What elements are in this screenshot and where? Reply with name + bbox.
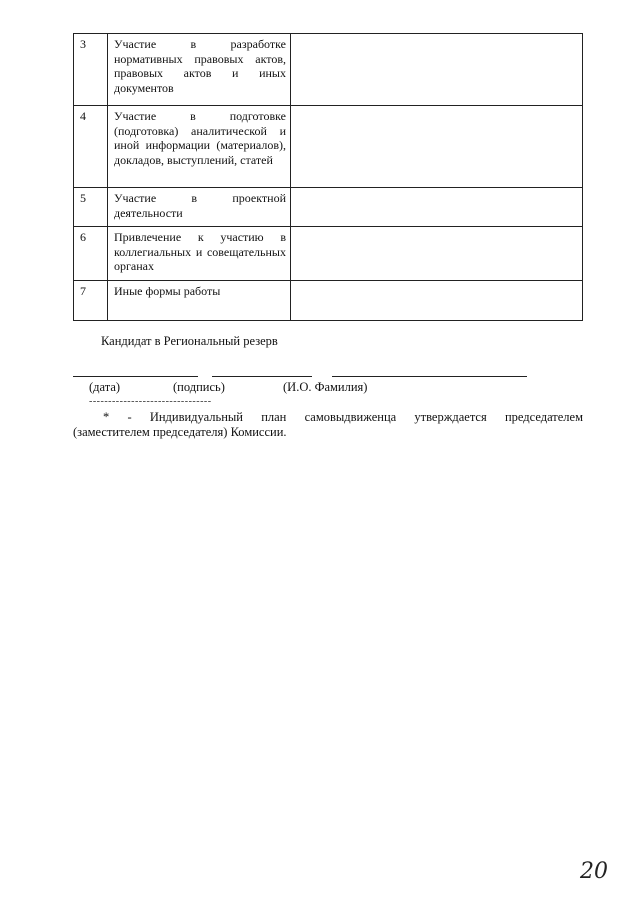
work-form-cell: Привлечение к участию в коллегиальных и совещательных органах (108, 227, 291, 281)
date-signature-line (73, 376, 198, 377)
table-row (74, 188, 583, 227)
plan-content-cell (291, 281, 583, 321)
sign-label: (подпись) (173, 380, 225, 394)
sign-signature-line (212, 376, 312, 377)
row-number: 6 (74, 227, 108, 281)
work-form-cell: Иные формы работы (108, 281, 291, 321)
table-row (74, 34, 583, 106)
row-number: 3 (74, 34, 108, 106)
table-row (74, 281, 583, 321)
plan-content-cell (291, 106, 583, 188)
handwritten-page-number (578, 856, 618, 886)
row-number: 5 (74, 188, 108, 227)
work-form-cell: Участие в проектной деятельности (108, 188, 291, 227)
table-row (74, 106, 583, 188)
individual-plan-table (73, 33, 583, 321)
table-row (74, 227, 583, 281)
footnote-line-2: (заместителем председателя) Комиссии. (73, 425, 287, 439)
page-number-text: 20 (580, 859, 608, 884)
work-form-cell: Участие в разработке нормативных правовых актов, правовых актов и иных документов (108, 34, 291, 106)
work-form-cell: Участие в подготовке (подготовка) аналитической и иной информации (материалов), докладов, выступлений, статей (108, 106, 291, 188)
date-label: (дата) (89, 380, 121, 394)
footnote-separator: -------------------------------- (89, 396, 212, 407)
candidate-label: Кандидат в Региональный резерв (101, 334, 278, 348)
footnote (73, 410, 583, 440)
row-number: 7 (74, 281, 108, 321)
plan-content-cell (291, 34, 583, 106)
plan-content-cell (291, 227, 583, 281)
name-signature-line (332, 376, 527, 377)
plan-content-cell (291, 188, 583, 227)
name-label: (И.О. Фамилия) (283, 380, 368, 394)
footnote-line-1: * - Индивидуальный план самовыдвиженца утверждается председателем (103, 410, 583, 424)
row-number: 4 (74, 106, 108, 188)
